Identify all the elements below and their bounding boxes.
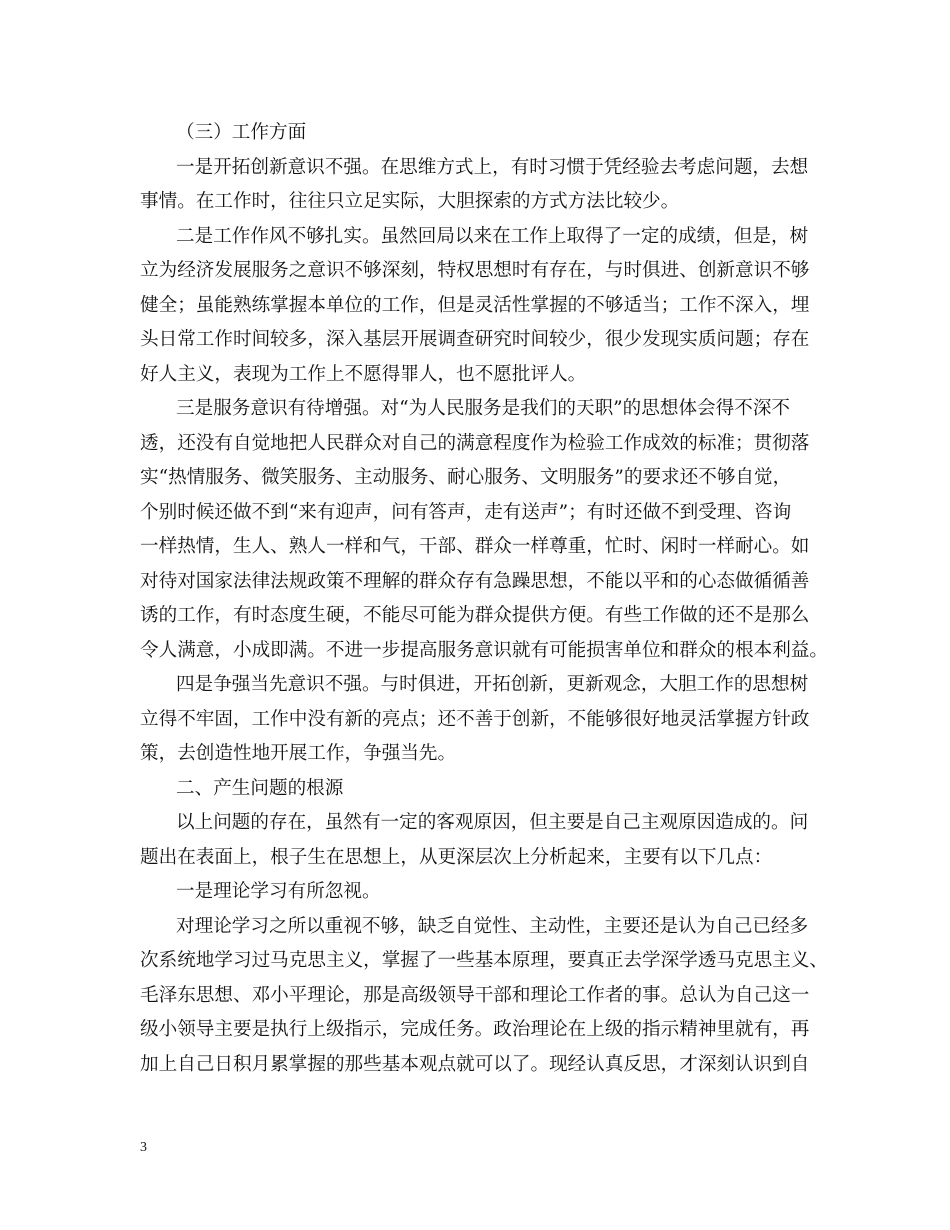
paragraph-line: 好人主义，表现为工作上不愿得罪人，也不愿批评人。	[140, 363, 587, 385]
paragraph-line: 令人满意，小成即满。不进一步提高服务意识就有可能损害单位和群众的根本利益。	[140, 639, 828, 661]
paragraph-line: 三是服务意识有待增强。对“为人民服务是我们的天职”的思想体会得不深不	[176, 398, 791, 419]
section-heading: （三）工作方面	[176, 122, 307, 143]
subsection-heading: 一是理论学习有所忽视。	[176, 881, 381, 902]
page-number: 3	[140, 1140, 147, 1155]
paragraph-line: 立为经济发展服务之意识不够深刻，特权思想时有存在，与时俱进、创新意识不够	[140, 260, 810, 281]
paragraph-line: 头日常工作时间较多，深入基层开展调查研究时间较少，很少发现实质问题；存在	[140, 329, 810, 350]
paragraph-line: 个别时候还做不到“来有迎声，问有答声，走有送声”；有时还做不到受理、咨询	[140, 501, 792, 523]
document-body	[140, 116, 828, 1082]
paragraph-line: 次系统地学习过马克思主义，掌握了一些基本原理，要真正去学深学透马克思主义、	[140, 950, 828, 971]
paragraph-line: 毛泽东思想、邓小平理论，那是高级领导干部和理论工作者的事。总认为自己这一	[140, 984, 810, 1006]
paragraph-line: 立得不牢固，工作中没有新的亮点；还不善于创新，不能够很好地灵活掌握方针政	[140, 708, 810, 730]
paragraph-line: 四是争强当先意识不强。与时俱进，开拓创新，更新观念，大胆工作的思想树	[176, 674, 809, 695]
paragraph-line: 题出在表面上，根子生在思想上，从更深层次上分析起来，主要有以下几点：	[140, 846, 773, 868]
section-heading: 二、产生问题的根源	[176, 777, 344, 799]
paragraph-line: 策，去创造性地开展工作，争强当先。	[140, 743, 457, 764]
paragraph-line: 加上自己日积月累掌握的那些基本观点就可以了。现经认真反思，才深刻认识到自	[140, 1053, 810, 1075]
paragraph-line: 透，还没有自觉地把人民群众对自己的满意程度作为检验工作成效的标准；贯彻落	[140, 432, 810, 454]
paragraph-line: 对待对国家法律法规政策不理解的群众存有急躁思想，不能以平和的心态做循循善	[140, 570, 810, 592]
paragraph-line: 健全；虽能熟练掌握本单位的工作，但是灵活性掌握的不够适当；工作不深入，埋	[140, 294, 810, 316]
paragraph-line: 一是开拓创新意识不强。在思维方式上，有时习惯于凭经验去考虑问题，去想	[176, 156, 809, 178]
paragraph-line: 事情。在工作时，往往只立足实际，大胆探索的方式方法比较少。	[140, 191, 680, 212]
paragraph-line: 以上问题的存在，虽然有一定的客观原因，但主要是自己主观原因造成的。问	[176, 812, 809, 833]
paragraph-line: 对理论学习之所以重视不够，缺乏自觉性、主动性，主要还是认为自己已经多	[176, 915, 809, 937]
paragraph-line: 二是工作作风不够扎实。虽然回局以来在工作上取得了一定的成绩，但是，树	[176, 225, 809, 247]
paragraph-line: 一样热情，生人、熟人一样和气，干部、群众一样尊重，忙时、闲时一样耐心。如	[140, 536, 810, 557]
paragraph-line: 级小领导主要是执行上级指示，完成任务。政治理论在上级的指示精神里就有，再	[140, 1019, 810, 1040]
paragraph-line: 实“热情服务、微笑服务、主动服务、耐心服务、文明服务”的要求还不够自觉，	[140, 467, 792, 488]
paragraph-line: 诱的工作，有时态度生硬，不能尽可能为群众提供方便。有些工作做的还不是那么	[140, 605, 810, 626]
